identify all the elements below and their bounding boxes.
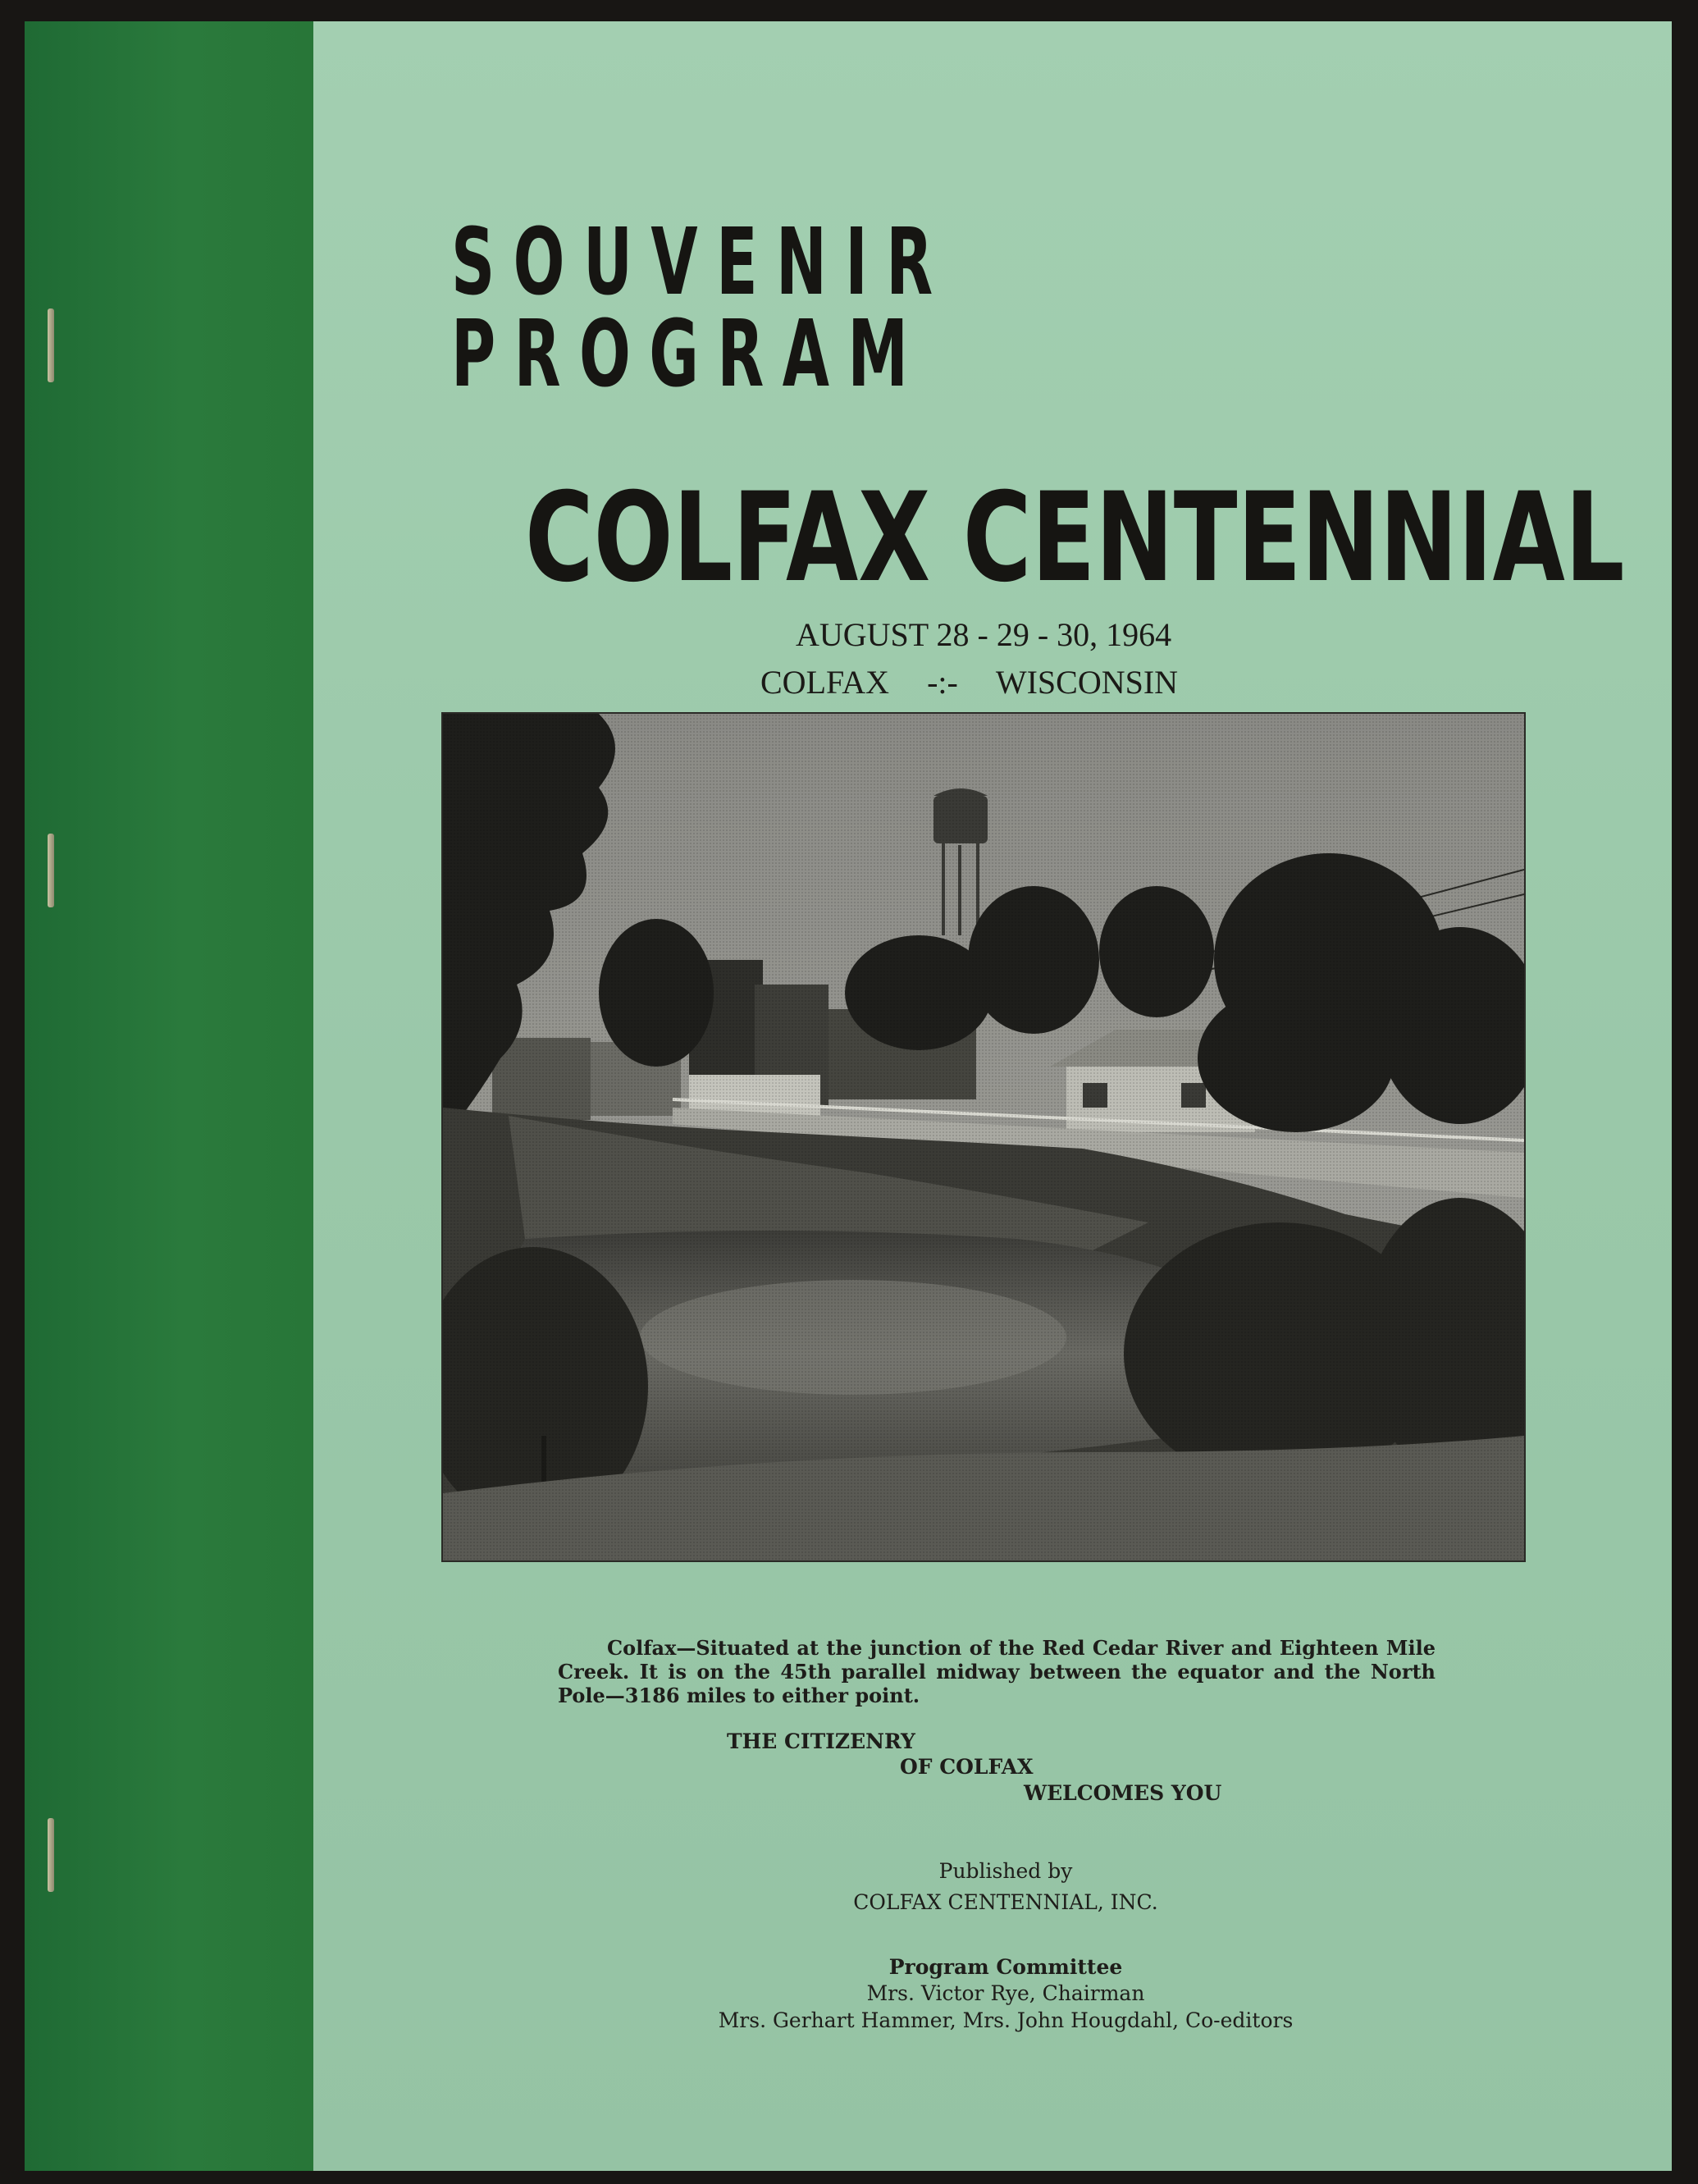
event-dates: AUGUST 28 - 29 - 30, 1964 [796,616,1172,653]
event-location [760,663,1178,701]
welcome-line-3: WELCOMES YOU [1024,1781,1222,1805]
committee-coeditors: Mrs. Gerhart Hammer, Mrs. John Hougdahl, Co-editors [718,2008,1294,2032]
location-state: WISCONSIN [995,664,1179,701]
river-town-photo [441,712,1526,1562]
published-by-label: Published by [938,1859,1073,1883]
staple-top [48,308,54,382]
staple-bottom [48,1818,54,1892]
welcome-line-1: THE CITIZENRY [727,1729,915,1753]
location-separator: -:- [927,664,958,701]
program-cover [25,21,1672,2171]
centennial-title: COLFAX CENTENNIAL [525,467,1625,610]
program-heading: PROGRAM [451,301,927,408]
committee-title: Program Committee [888,1955,1123,1979]
souvenir-heading: SOUVENIR [451,209,952,316]
green-spine-band [25,21,313,2171]
welcome-line-2: OF COLFAX [900,1755,1034,1779]
committee-chairman: Mrs. Victor Rye, Chairman [866,1981,1145,2005]
photo-caption: Colfax—Situated at the junction of the Red Cedar River and Eighteen Mile Creek. It is on the 45th parallel midway between the equator and the North Pole—3186 miles to either point. [558,1636,1436,1707]
location-city: COLFAX [760,664,890,701]
publisher-name: COLFAX CENTENNIAL, INC. [853,1890,1158,1914]
staple-middle [48,834,54,907]
